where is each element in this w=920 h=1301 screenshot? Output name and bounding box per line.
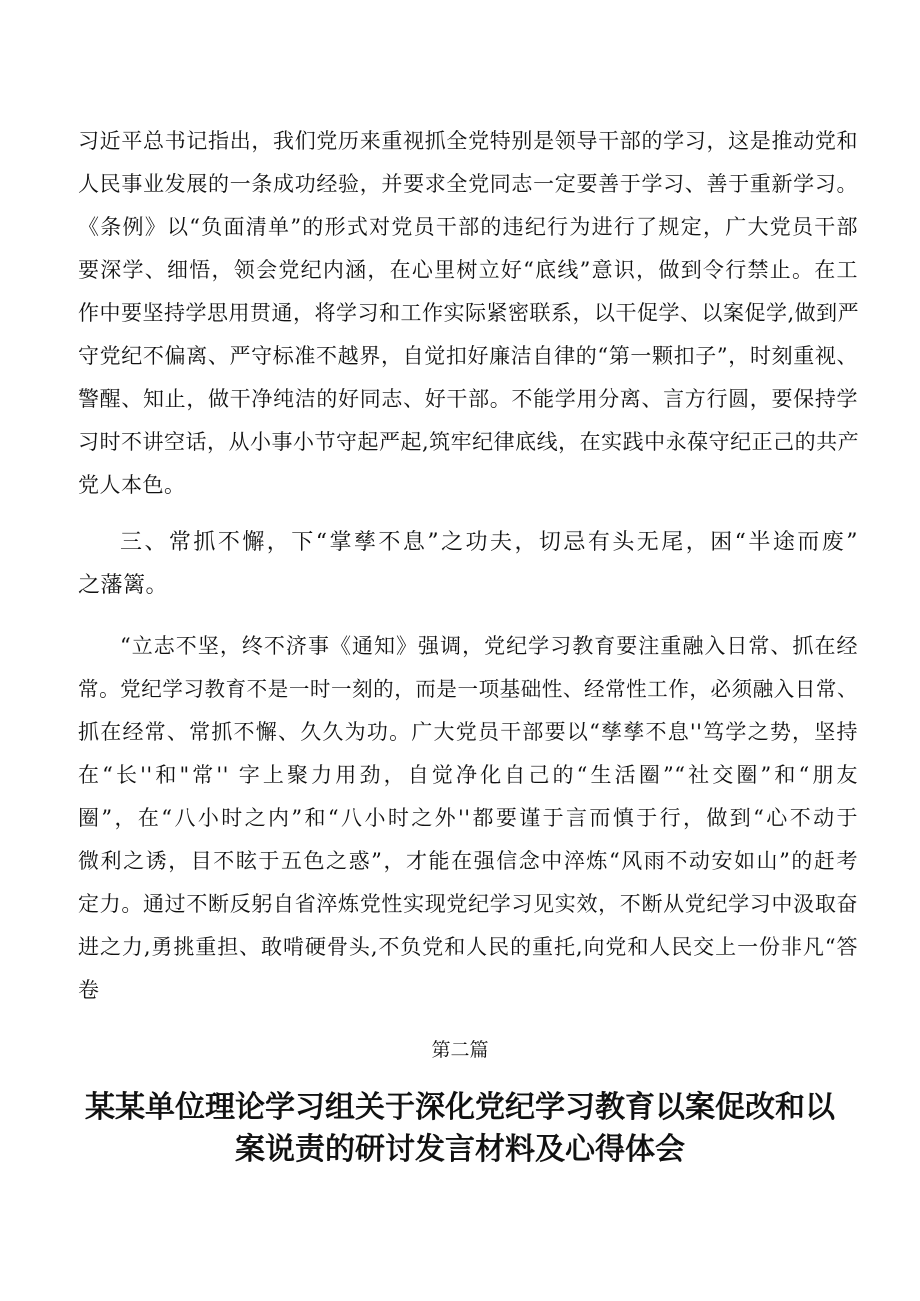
paragraph-line: 守党纪不偏离、严守标准不越界，自觉扣好廉洁自律的“第一颗扣子”，时刻重视、 — [78, 344, 858, 368]
paragraph-line: 要深学、细悟，领会党纪内涵，在心里树立好“底线”意识，做到令行禁止。在工 — [78, 258, 858, 282]
section-heading: 三、常抓不懈，下“掌孳不息”之功夫，切忌有头无尾，困“半途而废” — [120, 530, 858, 555]
document-title: 某某单位理论学习组关于深化党纪学习教育以案促改和以 — [85, 1090, 835, 1125]
section-label: 第二篇 — [431, 1039, 489, 1061]
paragraph-line: 作中要坚持学思用贯通，将学习和工作实际紧密联系，以干促学、以案促学,做到严 — [78, 301, 860, 325]
paragraph-line: 党人本色。 — [78, 473, 186, 497]
paragraph-line: 警醒、知止，做干净纯洁的好同志、好干部。不能学用分离、言方行圆，要保持学 — [78, 387, 858, 411]
section-heading: 之藩篱。 — [78, 573, 169, 598]
paragraph-line: 进之力,勇挑重担、敢啃硬骨头,不负党和人民的重托,向党和人民交上一份非凡“答 — [78, 935, 858, 959]
paragraph-line: “立志不坚，终不济事《通知》强调，党纪学习教育要注重融入日常、抓在经 — [120, 634, 858, 658]
paragraph-line: 在“长''和"常'' 字上聚力用劲，自觉净化自己的“生活圈”“社交圈”和“朋友 — [78, 763, 858, 787]
document-title: 案说责的研讨发言材料及心得体会 — [235, 1132, 685, 1167]
paragraph-line: 圈”，在“八小时之内”和“八小时之外''都要谨于言而慎于行，做到“心不动于 — [78, 806, 858, 830]
paragraph-line: 微利之诱，目不眩于五色之惑”，才能在强信念中淬炼“风雨不动安如山”的赶考 — [78, 849, 858, 873]
paragraph-line: 卷 — [78, 978, 100, 1002]
paragraph-line: 常。党纪学习教育不是一时一刻的，而是一项基础性、经常性工作，必须融入日常、 — [78, 677, 858, 701]
paragraph-line: 习近平总书记指出，我们党历来重视抓全党特别是领导干部的学习，这是推动党和 — [78, 129, 858, 153]
paragraph-line: 定力。通过不断反躬自省淬炼党性实现党纪学习见实效，不断从党纪学习中汲取奋 — [78, 892, 858, 916]
paragraph-line: 习时不讲空话，从小事小节守起严起,筑牢纪律底线，在实践中永葆守纪正己的共产 — [78, 430, 860, 454]
paragraph-line: 《条例》以“负面清单”的形式对党员干部的违纪行为进行了规定，广大党员干部 — [78, 215, 858, 239]
paragraph-line: 抓在经常、常抓不懈、久久为功。广大党员干部要以“孳孳不息''笃学之势，坚持 — [78, 720, 858, 744]
paragraph-line: 人民事业发展的一条成功经验，并要求全党同志一定要善于学习、善于重新学习。 — [78, 172, 858, 196]
